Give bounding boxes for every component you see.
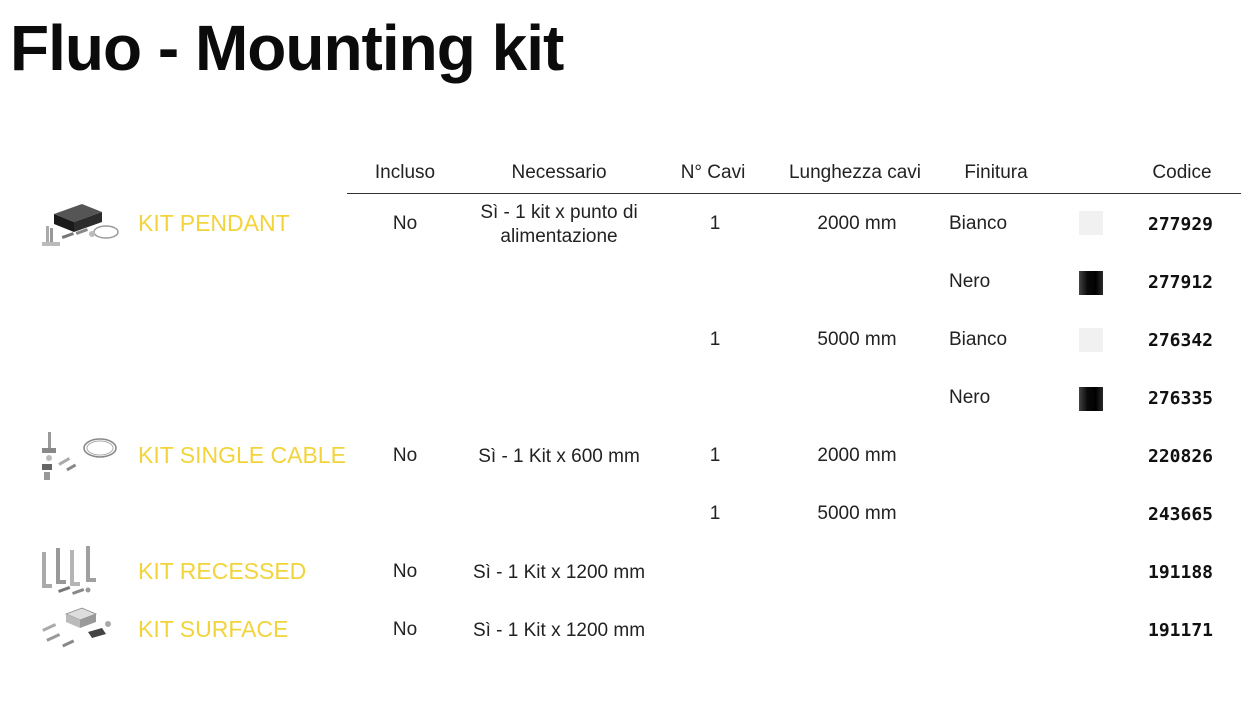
kit-name: KIT RECESSED xyxy=(138,558,307,584)
header-divider xyxy=(347,193,1241,194)
finitura-value: Nero xyxy=(949,271,991,292)
necessario-value: Sì - 1 Kit x 600 mm xyxy=(478,446,640,467)
finitura-value: Nero xyxy=(949,387,991,408)
necessario-value: Sì - 1 Kit x 1200 mm xyxy=(472,562,646,583)
kit-name: KIT SURFACE xyxy=(138,616,289,642)
necessario-value: Sì - 1 kit x punto di alimentazione xyxy=(480,202,638,247)
codice-value: 277929 xyxy=(1148,214,1214,235)
kit-name: KIT SINGLE CABLE xyxy=(138,442,346,468)
finish-swatch-white xyxy=(1079,211,1103,235)
finitura-value: Bianco xyxy=(949,329,1008,350)
codice-value: 191188 xyxy=(1148,562,1214,583)
kit-surface-image xyxy=(36,604,122,660)
incluso-value: No xyxy=(392,213,418,234)
header-necessario: Necessario xyxy=(511,162,607,183)
cavi-value: 1 xyxy=(709,445,721,466)
kit-pendant-image xyxy=(36,196,122,252)
finitura-value: Bianco xyxy=(949,213,1008,234)
codice-value: 276335 xyxy=(1148,388,1214,409)
header-finitura: Finitura xyxy=(964,162,1028,183)
cavi-value: 1 xyxy=(709,329,721,350)
page-title: Fluo - Mounting kit xyxy=(10,12,564,84)
header-cavi: N° Cavi xyxy=(680,162,746,183)
lunghezza-value: 5000 mm xyxy=(817,329,897,350)
lunghezza-value: 2000 mm xyxy=(817,213,897,234)
incluso-value: No xyxy=(392,445,418,466)
codice-value: 191171 xyxy=(1148,620,1214,641)
header-lunghezza: Lunghezza cavi xyxy=(788,162,922,183)
codice-value: 243665 xyxy=(1148,504,1214,525)
header-incluso: Incluso xyxy=(374,162,436,183)
kit-recessed-image xyxy=(36,544,122,600)
lunghezza-value: 2000 mm xyxy=(817,445,897,466)
finish-swatch-black xyxy=(1079,387,1103,411)
incluso-value: No xyxy=(392,619,418,640)
kit-name: KIT PENDANT xyxy=(138,210,290,236)
incluso-value: No xyxy=(392,561,418,582)
header-codice: Codice xyxy=(1152,162,1212,183)
lunghezza-value: 5000 mm xyxy=(817,503,897,524)
cavi-value: 1 xyxy=(709,213,721,234)
codice-value: 277912 xyxy=(1148,272,1214,293)
codice-value: 220826 xyxy=(1148,446,1214,467)
kit-single-cable-image xyxy=(36,430,122,486)
necessario-value: Sì - 1 Kit x 1200 mm xyxy=(472,620,646,641)
cavi-value: 1 xyxy=(709,503,721,524)
codice-value: 276342 xyxy=(1148,330,1214,351)
finish-swatch-black xyxy=(1079,271,1103,295)
finish-swatch-white xyxy=(1079,328,1103,352)
